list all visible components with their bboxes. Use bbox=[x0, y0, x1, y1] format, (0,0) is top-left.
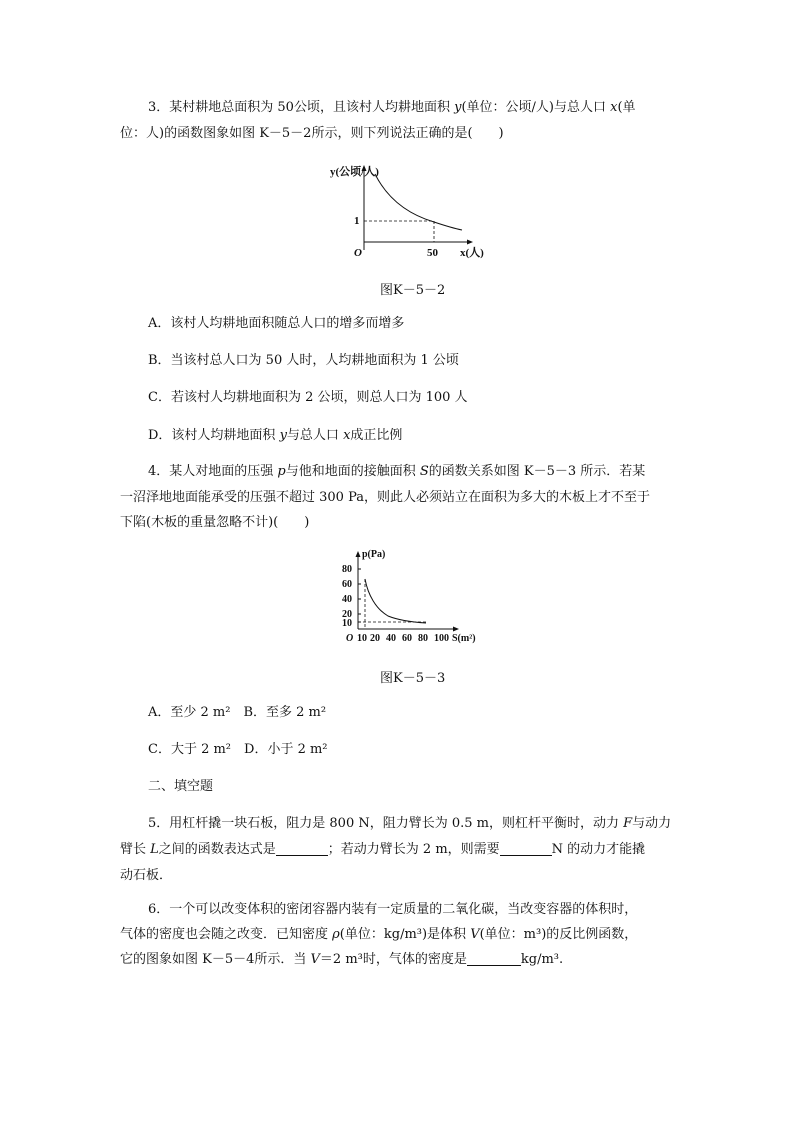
q4-line-1 bbox=[148, 462, 645, 482]
q5-line-2 bbox=[120, 840, 645, 860]
text: 与总人口 bbox=[286, 428, 344, 443]
tick-y-1: 1 bbox=[354, 215, 360, 227]
var-v: V bbox=[470, 927, 480, 942]
text: ＝2 m³时，气体的密度是 bbox=[319, 952, 467, 967]
q6-line-1: 6．一个可以改变体积的密闭容器内装有一定质量的二氧化碳，当改变容器的体积时， bbox=[148, 902, 638, 917]
curve bbox=[365, 579, 426, 623]
q3-option-b: B．当该村总人口为 50 人时，人均耕地面积为 1 公顷 bbox=[148, 353, 459, 368]
var-y: y bbox=[454, 100, 462, 115]
text: 的函数关系如图 K－5－3 所示．若某 bbox=[428, 464, 646, 479]
tick-x-50: 50 bbox=[427, 247, 438, 259]
y-tick-80: 80 bbox=[342, 564, 352, 575]
text: (单位：m³)的反比例函数， bbox=[479, 927, 638, 942]
text: N 的动力才能撬 bbox=[551, 842, 646, 857]
var-y: y bbox=[279, 428, 287, 443]
q3-line-2: 位：人)的函数图象如图 K－5－2所示，则下列说法正确的是( ) bbox=[120, 126, 504, 141]
x-axis-arrow bbox=[453, 627, 459, 632]
x-tick-100: 100 bbox=[434, 633, 449, 644]
text: (单位：kg/m³)是体积 bbox=[339, 927, 471, 942]
q3-option-d bbox=[148, 426, 402, 446]
x-tick-40: 40 bbox=[386, 633, 396, 644]
x-tick-80: 80 bbox=[418, 633, 428, 644]
section-title: 二、填空题 bbox=[148, 779, 214, 794]
figure-k-5-2 bbox=[328, 158, 498, 262]
y-axis-label: y(公顷/人) bbox=[330, 166, 379, 178]
text: (单位：公顷/人)与总人口 bbox=[461, 100, 611, 115]
y-tick-40: 40 bbox=[342, 594, 352, 605]
text: ；若动力臂长为 2 m，则需要 bbox=[327, 842, 500, 857]
text: kg/m³. bbox=[520, 952, 564, 967]
q5-line-3: 动石板． bbox=[120, 868, 173, 883]
y-tick-10: 10 bbox=[342, 618, 352, 629]
q4-line-2: 一沼泽地地面能承受的压强不超过 300 Pa，则此人必须站立在面积为多大的木板上才不至于 bbox=[120, 490, 650, 505]
q3-option-c: C．若该村人均耕地面积为 2 公顷，则总人口为 100 人 bbox=[148, 390, 468, 405]
x-tick-20: 20 bbox=[370, 633, 380, 644]
var-l: L bbox=[150, 842, 159, 857]
y-tick-20: 20 bbox=[342, 609, 352, 620]
caption-k-5-2: 图K－5－2 bbox=[380, 283, 446, 298]
text: 之间的函数表达式是 bbox=[158, 842, 276, 857]
x-axis-arrow bbox=[467, 240, 473, 245]
q4-options-row-1: A．至少 2 m² B．至多 2 m² bbox=[148, 705, 327, 720]
caption-k-5-3: 图K－5－3 bbox=[380, 671, 446, 686]
var-p: p bbox=[277, 464, 286, 479]
x-axis-label: x(人) bbox=[460, 247, 484, 259]
y-axis-arrow bbox=[356, 551, 361, 557]
text: 它的图象如图 K－5－4所示．当 bbox=[120, 952, 311, 967]
var-x: x bbox=[343, 428, 351, 443]
text: 臂长 bbox=[120, 842, 151, 857]
text: 5．用杠杆撬一块石板，阻力是 800 N，阻力臂长为 0.5 m，则杠杆平衡时，动力 bbox=[148, 816, 624, 831]
q4-options-row-2: C．大于 2 m² D．小于 2 m² bbox=[148, 742, 328, 757]
text: 与动力 bbox=[632, 816, 672, 831]
q3-option-a: A．该村人均耕地面积随总人口的增多而增多 bbox=[148, 316, 405, 331]
q6-line-3 bbox=[120, 950, 563, 970]
answer-blank-3[interactable] bbox=[467, 951, 521, 966]
var-f: F bbox=[623, 816, 633, 831]
origin-label: O bbox=[346, 633, 354, 644]
curve bbox=[375, 174, 462, 230]
var-rho: ρ bbox=[332, 927, 340, 942]
q5-line-1 bbox=[148, 814, 671, 834]
text: 3．某村耕地总面积为 50公顷，且该村人均耕地面积 bbox=[148, 100, 455, 115]
text: D．该村人均耕地面积 bbox=[148, 428, 280, 443]
var-x: x bbox=[610, 100, 618, 115]
y-tick-60: 60 bbox=[342, 579, 352, 590]
figure-k-5-3 bbox=[336, 545, 486, 650]
text: 气体的密度也会随之改变．已知密度 bbox=[120, 927, 333, 942]
x-tick-60: 60 bbox=[402, 633, 412, 644]
text: (单 bbox=[617, 100, 636, 115]
var-s: S bbox=[419, 464, 429, 479]
answer-blank-2[interactable] bbox=[500, 841, 552, 856]
q4-line-3: 下陷(木板的重量忽略不计)( ) bbox=[120, 515, 310, 530]
x-axis-label: S(m²) bbox=[452, 633, 476, 644]
x-tick-10: 10 bbox=[357, 633, 367, 644]
text: 与他和地面的接触面积 bbox=[285, 464, 420, 479]
var-v: V bbox=[310, 952, 320, 967]
q6-line-2 bbox=[120, 925, 637, 945]
text: 4．某人对地面的压强 bbox=[148, 464, 278, 479]
y-axis-label: p(Pa) bbox=[362, 549, 386, 560]
text: 成正比例 bbox=[350, 428, 403, 443]
q3-line-1 bbox=[148, 98, 636, 118]
answer-blank-1[interactable] bbox=[276, 841, 328, 856]
origin-label: O bbox=[354, 247, 362, 259]
